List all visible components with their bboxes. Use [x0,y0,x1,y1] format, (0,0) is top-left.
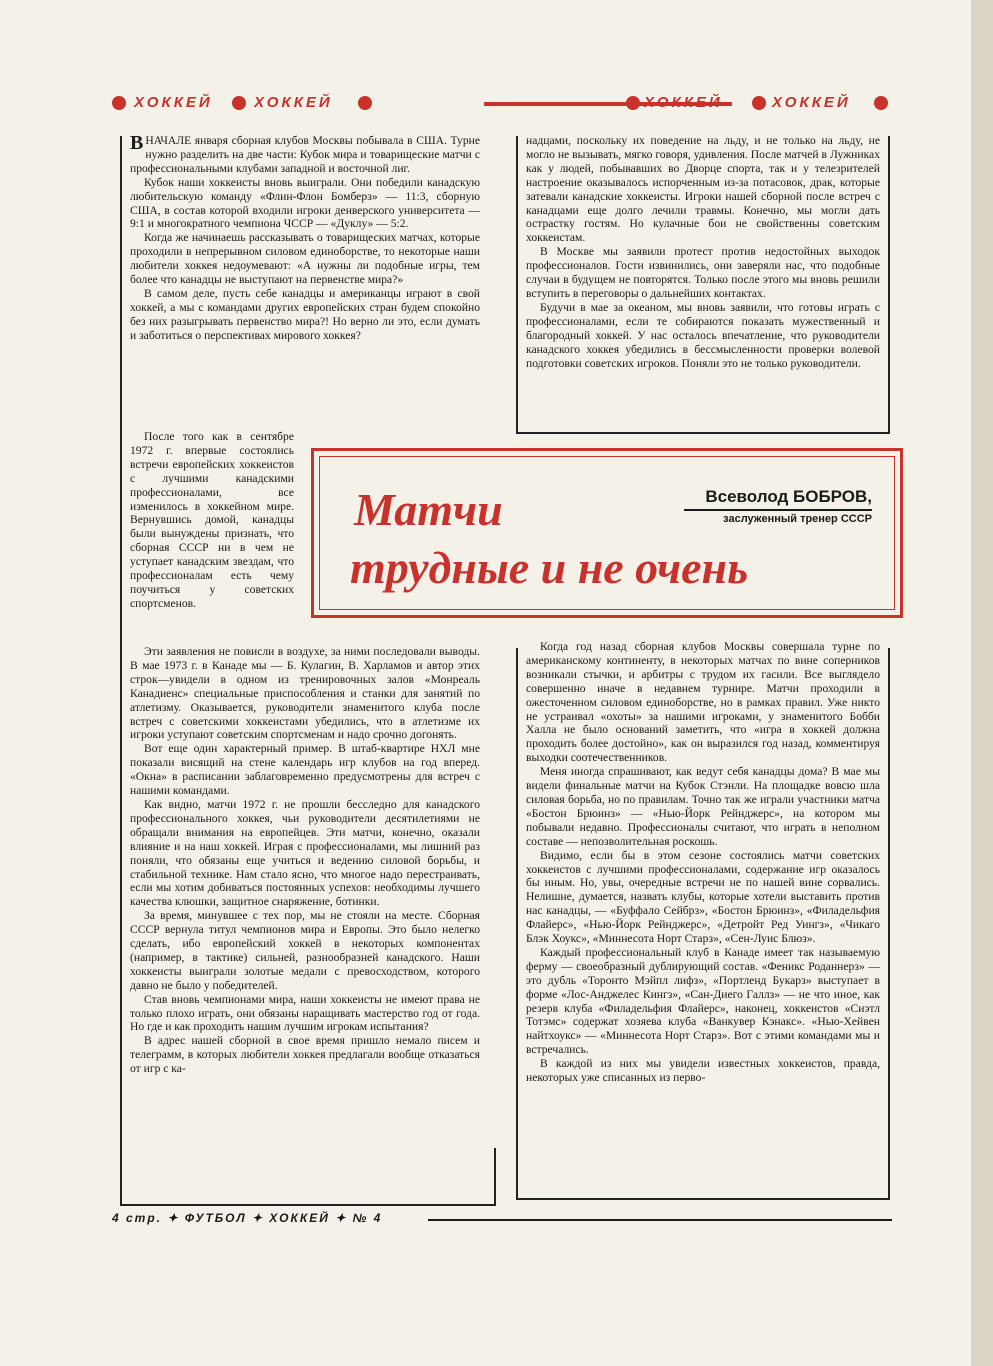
header-word: ХОККЕЙ [772,94,851,111]
paragraph: Когда год назад сборная клубов Москвы совершала турне по американскому континенту, в некоторых матчах по вине соперников возникали стычки, и арбитры с трудом их гасили. Все выглядело совершенно иначе в недавнем турнире. Матчи проходили в ожесточенном силовом единоборстве, но в рамках правил. Уже никто не устраивал «охоты» за нашими игроками, у знаменитого Бобби Халла не было оснований заметить, что «игра в хоккей должна проходить более достойно», как он выразился год назад, комментируя выходки соотечественников. [526,640,880,765]
paragraph: Будучи в мае за океаном, мы вновь заявили, что готовы играть с профессионалами, если те собираются показать мужественный и благородный хоккей. У нас осталось впечатление, что руководители канадского хоккея убедились в бессмысленности проверки волевой подготовки советских игроков. Поняли это не только руководители. [526,300,880,370]
column-rule [888,648,890,1200]
paragraph: надцами, поскольку их поведение на льду, и не только на льду, не могло не вызывать, мягко говоря, удивления. После матчей в Лужниках как у людей, побывавших во Дворце спорта, так и у телезрителей настроение оказывалось испорченным из-за потасовок, драк, которые затевали канадские хоккеисты. Игроки нашей сборной после встреч с канадцами еще долго лечили травмы. Конечно, мы могли дать острастку гостям. Но кулачные бои не свойственны советским хоккеистам. [526,134,880,245]
puck-icon [112,96,126,110]
header-word: ХОККЕЙ [254,94,333,111]
paragraph: Кубок наши хоккеисты вновь выиграли. Они победили канадскую любительскую команду «Флин-Флон Бомберз» — 11:3, сборную США, в состав которой входили игроки денверского университета — 9:1 и многократного чемпиона ЧССР — «Дуклу» — 5:2. [130,175,480,231]
article-column-left-top [130,134,480,442]
article-column-right-bottom [526,640,880,1192]
paragraph: За время, минувшее с тех пор, мы не стояли на месте. Сборная СССР вернула титул чемпионов мира и Европы. Это было нелегко сделать, ибо европейский хоккей в некоторых компонентах (например, в тактике) сильней, разнообразней канадского. Наши хоккеисты выиграли золотые медали с превосходством, которого давно не было у победителей. [130,909,480,992]
column-rule [888,136,890,432]
puck-icon [358,96,372,110]
article-title-line1: Матчи [354,484,503,535]
footer-rule [428,1219,892,1221]
paragraph: Став вновь чемпионами мира, наши хоккеисты не имеют права не только плохо играть, они обязаны наращивать мастерство год от года. Но где и как проходить нашим лучшим игрокам испытания? [130,992,480,1034]
column-rule [516,1198,890,1200]
column-rule [516,432,890,434]
header-word: ХОККЕЙ [644,94,723,111]
article-column-left-bottom [130,645,480,1201]
puck-icon [232,96,246,110]
paragraph: В самом деле, пусть себе канадцы и американцы играют в свой хоккей, а мы с командами других европейских стран будем спокойно без них разыгрывать первенство мира?! Но верно ли это, если думать и заботиться о перспективах мирового хоккея? [130,286,480,342]
column-rule [516,136,518,432]
paragraph: После того как в сентябре 1972 г. впервые состоялись встречи европейских хоккеистов с лучшими канадскими профессионалами, все изменилось в хоккейном мире. Вернувшись домой, канадцы были вынуждены признать, что сборная СССР ни в чем не уступает канадским звездам, что профессионалам есть чему поучиться у советских спортсменов. [130,430,294,610]
paragraph: В Москве мы заявили протест против недостойных выходок профессионалов. Гости извинились, они заверяли нас, что подобные случаи в будущем не повторятся. Только после этого мы вновь решили вступить в переговоры о дальнейших контактах. [526,245,880,300]
paragraph: В каждой из них мы увидели известных хоккеистов, правда, некоторых уже списанных из перво- [526,1057,880,1085]
column-rule [120,1204,496,1206]
drop-cap: В [130,134,144,154]
paragraph: Каждый профессиональный клуб в Канаде имеет так называемую ферму — своеобразный дублирующий состав. «Феникс Роданнерз» — это дубль «Торонто Мэйпл лифз», «Портленд Букарз» выступает в форме «Лос-Анджелес Кингз», «Сан-Диего Галлз» — не что иное, как резерв клуба «Филадельфия Флайерс», наконец, хоккеистов «Сиэтл Тотэмс» содержат хозяева клуба «Ванкувер Кэнакс». «Нью-Хейвен найтхоукс» — «Миннесота Норт Старз». Вот с этими командами мы и встречались. [526,945,880,1057]
paragraph: НАЧАЛЕ января сборная клубов Москвы побывала в США. Турне нужно разделить на две части: Кубок мира и товарищеские матчи с профессиональными клубами западной и восточной лиг. [130,134,480,175]
column-rule [120,136,122,1206]
paragraph: В адрес нашей сборной в свое время пришло немало писем и телеграмм, в которых любители хоккея предлагали вообще отказаться от игр с ка- [130,1034,480,1076]
paragraph: Меня иногда спрашивают, как ведут себя канадцы дома? В мае мы видели финальные матчи на Кубок Стэнли. На площадке вовсю шла силовая борьба, но по правилам. Точно так же играли участники матча «Бостон Брюинз» — «Нью-Йорк Рейнджерс», на котором мы побывали недавно. Профессионалы считают, что играть в неполном составе — непозволительная роскошь. [526,765,880,848]
puck-icon [874,96,888,110]
author-title: заслуженный тренер СССР [723,513,872,525]
column-rule [494,1148,496,1206]
section-header [112,92,890,118]
puck-icon [752,96,766,110]
paragraph: Эти заявления не повисли в воздухе, за ними последовали выводы. В мае 1973 г. в Канаде мы — Б. Кулагин, В. Харламов и автор этих строк—увидели в одном из тренировочных залов «Монреаль Канадиенс» специальные приспособления и станки для занятий по атлетизму. Оказывается, руководители знаменитого клуба после встреч с советскими хоккеистами убедились, что в атлетизме их игроки уступают советским спортсменам и надо срочно догонять. [130,645,480,742]
author-name: Всеволод БОБРОВ, [705,487,872,506]
puck-icon [626,96,640,110]
article-title-box [311,448,903,618]
paragraph: Как видно, матчи 1972 г. не прошли бесследно для канадского профессионального хоккея, чьи руководители десятилетиями не обращали внимания на европейцев. Эти матчи, конечно, оказали влияние и на наш хоккей. Играя с профессионалами, мы лишний раз поняли, что обязаны еще учиться и ведению силовой борьбы, и стабильной технике. Нам стало ясно, что многое надо перестраивать, если мы хотим добиваться постоянных успехов: необходимы лучшего качества клюшки, защитное снаряжение, ботинки. [130,797,480,909]
article-column-left-narrow [130,430,294,648]
author-underline [684,509,872,511]
paragraph: Вот еще один характерный пример. В штаб-квартире НХЛ мне показали висящий на стене календарь игр клубов на год вперед. «Окна» в расписании заблаговременно предусмотрены для встреч с нашими командами. [130,742,480,798]
page-edge [971,0,993,1366]
paragraph: Видимо, если бы в этом сезоне состоялись матчи советских хоккеистов с лучшими профессионалами, содержание игр оказалось бы иным. Но, увы, очередные встречи не по нашей вине сорвались. Нелишне, думается, назвать клубы, которые хотели выставить против нас канадцы, — «Буффало Сейбрз», «Бостон Брюинз», «Филадельфия Флайерс», «Нью-Йорк Рейнджерс», «Детройт Ред Уингз», «Чикаго Блэк Хоукс», «Миннесота Норт Старз», «Сен-Луис Блюз». [526,848,880,946]
paragraph: Когда же начинаешь рассказывать о товарищеских матчах, которые проходили в непрерывном силовом единоборстве, то некоторые наши любители хоккея недоумевают: «А нужны ли подобные игры, тем более что канадцы не выступают на первенстве мира?» [130,231,480,287]
article-column-right-top [526,134,880,430]
column-rule [516,648,518,1200]
article-title-line2: трудные и не очень [350,542,749,593]
header-word: ХОККЕЙ [134,94,213,111]
page-footer: 4 стр. ✦ ФУТБОЛ ✦ ХОККЕЙ ✦ № 4 [112,1211,383,1225]
